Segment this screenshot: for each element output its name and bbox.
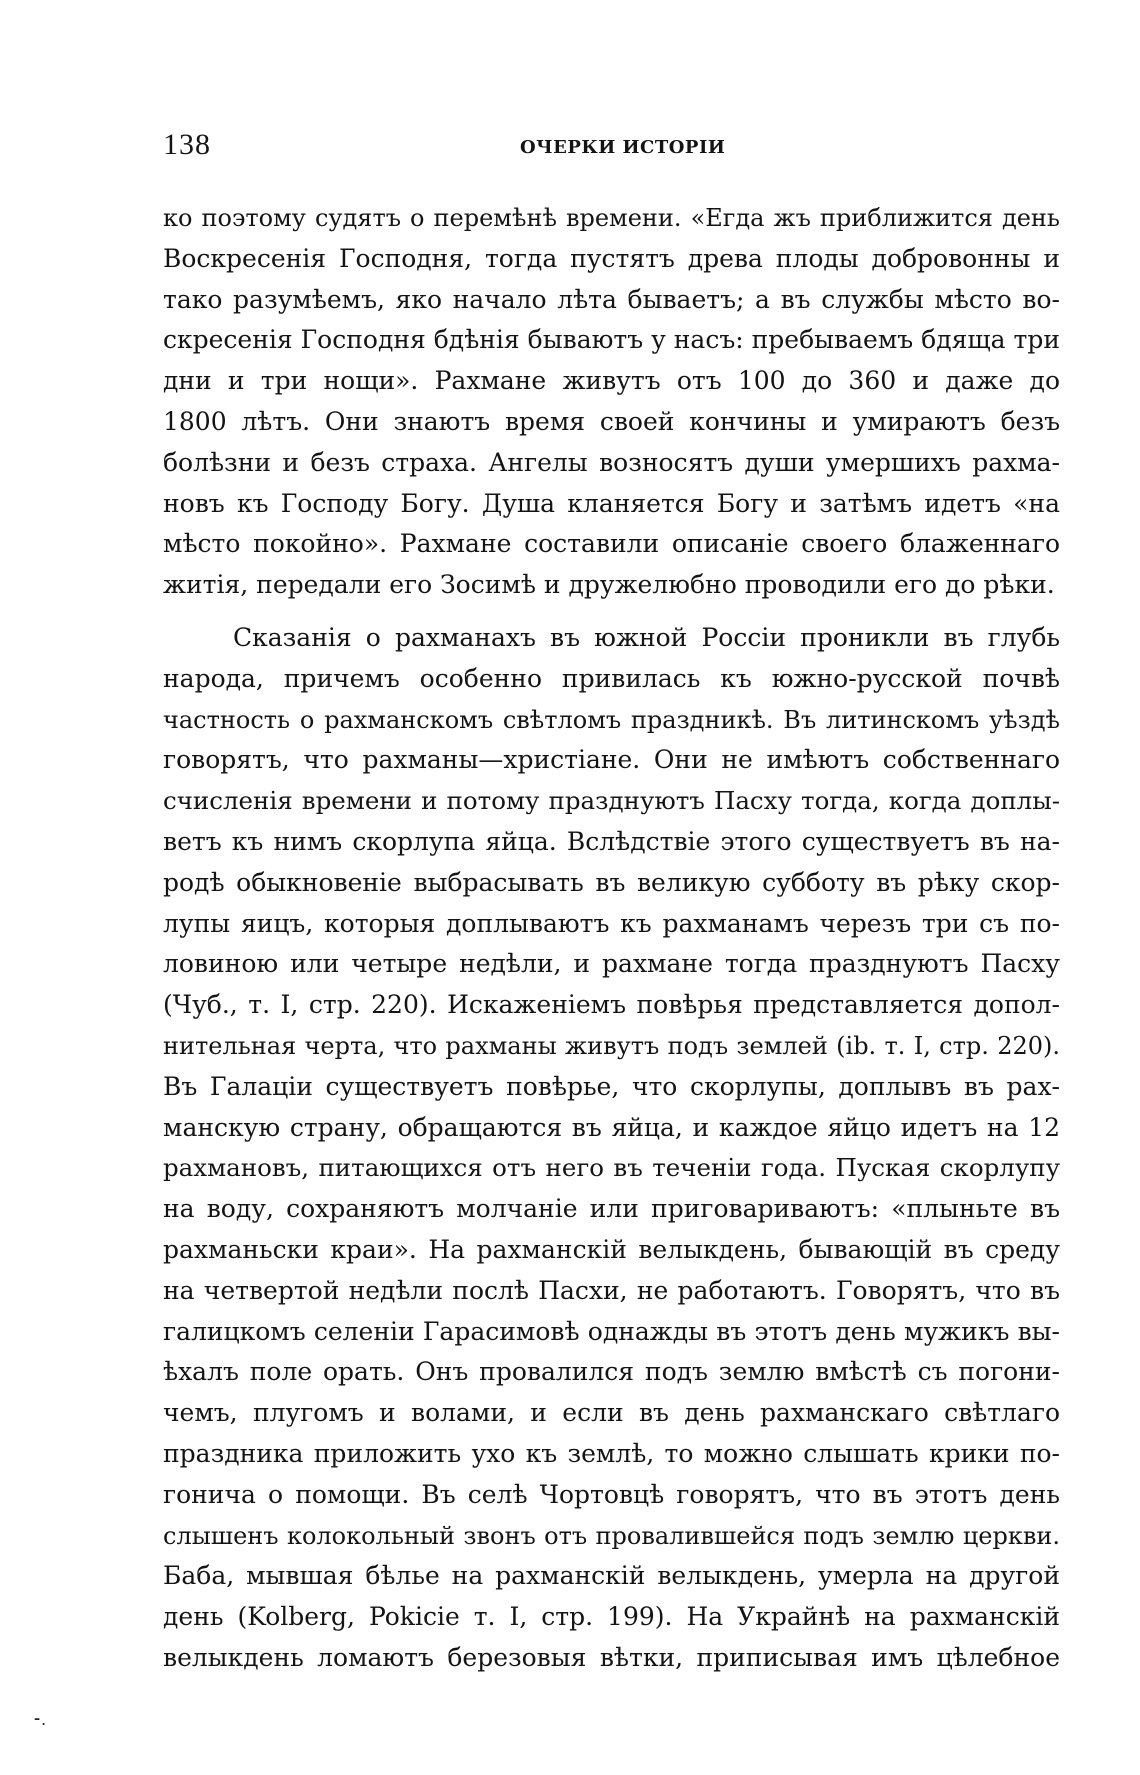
text-line: на четвертой недѣли послѣ Пасхи, не работаютъ. Говорятъ, что въ bbox=[163, 1275, 1060, 1305]
page-number: 138 bbox=[163, 128, 211, 161]
text-line: новъ къ Господу Богу. Душа кланяется Богу и затѣмъ идетъ «на bbox=[163, 488, 1060, 518]
text-line: болѣзни и безъ страха. Ангелы возносятъ души умершихъ рахма- bbox=[163, 447, 1060, 477]
text-line: частность о рахманскомъ свѣтломъ праздникѣ. Въ литинскомъ уѣздѣ bbox=[163, 705, 1060, 734]
text-line: житія, передали его Зосимѣ и дружелюбно проводили его до рѣки. bbox=[163, 570, 1055, 600]
paragraph-1 bbox=[163, 198, 1060, 606]
text-line: велыкдень ломаютъ березовыя вѣтки, приписывая имъ цѣлебное bbox=[163, 1642, 1060, 1672]
body-text bbox=[163, 198, 1060, 1679]
text-line: 1800 лѣтъ. Они знаютъ время своей кончины и умираютъ безъ bbox=[163, 406, 1060, 436]
text-line: праздника приложить ухо къ землѣ, то можно слышать крики по- bbox=[163, 1438, 1060, 1468]
text-line: ветъ къ нимъ скорлупа яйца. Вслѣдствіе этого существуетъ въ на- bbox=[163, 826, 1060, 856]
text-line: скресенія Господня бдѣнія бываютъ у насъ: пребываемъ бдяща три bbox=[163, 325, 1060, 355]
text-line: народа, причемъ особенно привилась къ южно-русской почвѣ bbox=[163, 663, 1060, 693]
text-line: ловиною или четыре недѣли, и рахмане тогда празднуютъ Пасху bbox=[163, 949, 1060, 979]
scan-corner-mark: ⁃. bbox=[33, 1710, 47, 1729]
text-line: день (Kolberg, Pokicie т. I, стр. 199). На Украйнѣ на рахманскій bbox=[163, 1602, 1060, 1632]
text-line: гонича о помощи. Въ селѣ Чортовцѣ говорятъ, что въ этотъ день bbox=[163, 1479, 1060, 1509]
paragraph-2 bbox=[163, 618, 1060, 1679]
text-line: манскую страну, обращаются въ яйца, и каждое яйцо идетъ на 12 bbox=[163, 1112, 1060, 1142]
text-line: мѣсто покойно». Рахмане составили описаніе своего блаженнаго bbox=[163, 529, 1060, 559]
text-line: лупы яицъ, которыя доплываютъ къ рахманамъ черезъ три съ по- bbox=[163, 908, 1060, 938]
running-title: ОЧЕРКИ ИСТОРІИ bbox=[520, 137, 726, 158]
paragraph-gap bbox=[163, 606, 1060, 618]
text-line: Въ Галаціи существуетъ повѣрье, что скорлупы, доплывъ въ рах- bbox=[163, 1071, 1060, 1101]
text-line: Сказанія о рахманахъ въ южной Россіи проникли въ глубь bbox=[233, 622, 1060, 652]
text-line: рахмановъ, питающихся отъ него въ теченіи года. Пуская скорлупу bbox=[163, 1153, 1060, 1183]
text-line: родѣ обыкновеніе выбрасывать въ великую субботу въ рѣку скор- bbox=[163, 867, 1060, 897]
text-line: нительная черта, что рахманы живутъ подъ землей (ib. т. I, стр. 220). bbox=[163, 1031, 1060, 1060]
text-line: галицкомъ селеніи Гарасимовѣ однажды въ этотъ день мужикъ вы- bbox=[163, 1316, 1060, 1346]
text-line: на воду, сохраняютъ молчаніе или приговариваютъ: «плыньте въ bbox=[163, 1194, 1060, 1224]
text-line: Баба, мывшая бѣлье на рахманскій велыкдень, умерла на другой bbox=[163, 1561, 1060, 1591]
text-line: тако разумѣемъ, яко начало лѣта бываетъ; а въ службы мѣсто во- bbox=[163, 284, 1060, 314]
text-line: говорятъ, что рахманы—христіане. Они не имѣютъ собственнаго bbox=[163, 745, 1060, 775]
text-line: чемъ, плугомъ и волами, и если въ день рахманскаго свѣтлаго bbox=[163, 1398, 1060, 1428]
text-line: ѣхалъ поле орать. Онъ провалился подъ землю вмѣстѣ съ погони- bbox=[163, 1357, 1060, 1387]
text-line: ко поэтому судятъ о перемѣнѣ времени. «Егда жъ приближится день bbox=[163, 204, 1060, 232]
text-line: слышенъ колокольный звонъ отъ провалившейся подъ землю церкви. bbox=[163, 1521, 1060, 1550]
text-line: счисленія времени и потому празднуютъ Пасху тогда, когда доплы- bbox=[163, 786, 1060, 816]
text-line: рахманьски краи». На рахманскій велыкдень, бывающій въ среду bbox=[163, 1234, 1060, 1264]
text-line: Воскресенія Господня, тогда пустятъ древа плоды добровонны и bbox=[163, 243, 1060, 273]
text-line: дни и три нощи». Рахмане живутъ отъ 100 до 360 и даже до bbox=[163, 366, 1060, 396]
text-line: (Чуб., т. I, стр. 220). Искаженіемъ повѣрья представляется допол- bbox=[163, 990, 1060, 1020]
